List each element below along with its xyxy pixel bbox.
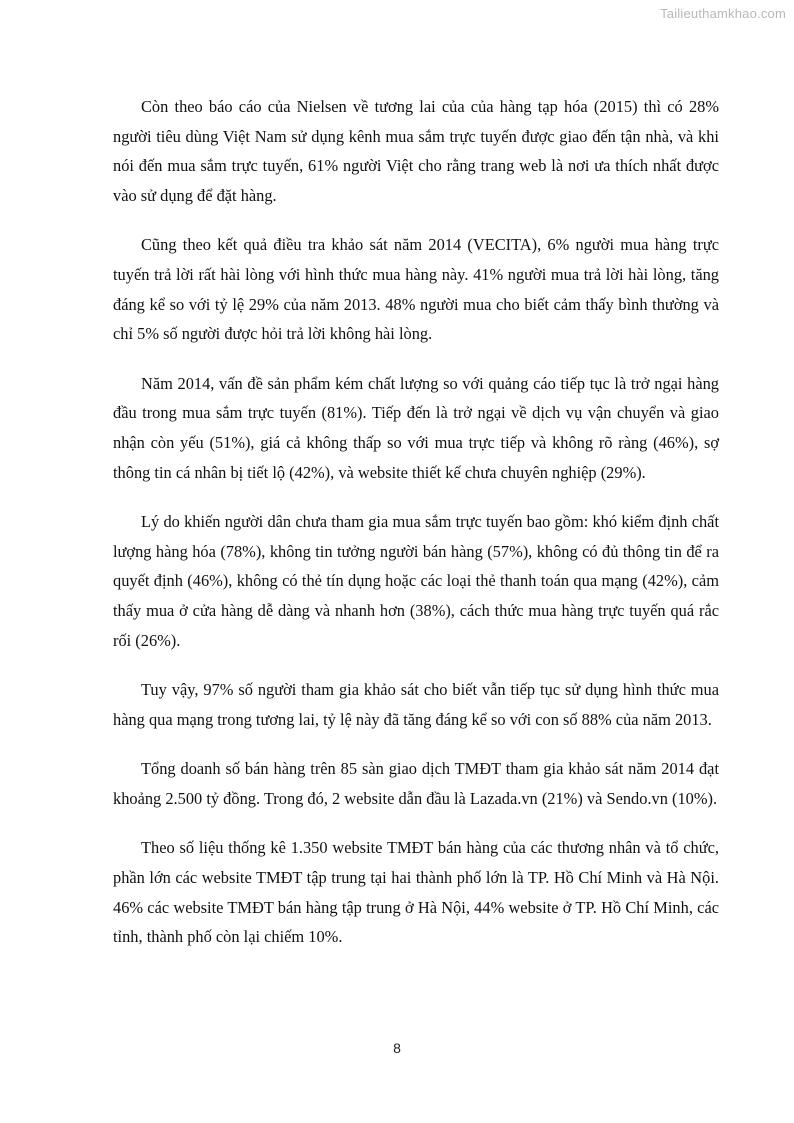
paragraph-total-sales: Tổng doanh số bán hàng trên 85 sàn giao dịch TMĐT tham gia khảo sát năm 2014 đạt khoảng 2.500 tỷ đồng. Trong đó, 2 website dẫn đầu là Lazada.vn (21%) và Sendo.vn (10%).: [113, 759, 719, 808]
document-body: [113, 92, 719, 972]
watermark-text: Tailieuthamkhao.com: [660, 6, 786, 21]
paragraph-continue-usage: Tuy vậy, 97% số người tham gia khảo sát cho biết vẫn tiếp tục sử dụng hình thức mua hàng qua mạng trong tương lai, tỷ lệ này đã tăng đáng kể so với con số 88% của năm 2013.: [113, 680, 719, 729]
paragraph-reasons-not-shopping: Lý do khiến người dân chưa tham gia mua sắm trực tuyến bao gồm: khó kiểm định chất lượng hàng hóa (78%), không tin tưởng người bán hàng (57%), không có đủ thông tin để ra quyết định (46%), không có thẻ tín dụng hoặc các loại thẻ thanh toán qua mạng (42%), cảm thấy mua ở cửa hàng dễ dàng và nhanh hơn (38%), cách thức mua hàng trực tuyến quá rắc rối (26%).: [113, 512, 719, 650]
paragraph-nielsen-report: Còn theo báo cáo của Nielsen về tương lai của của hàng tạp hóa (2015) thì có 28% người tiêu dùng Việt Nam sử dụng kênh mua sắm trực tuyến được giao đến tận nhà, và khi nói đến mua sắm trực tuyến, 61% người Việt cho rằng trang web là nơi ưa thích nhất được vào sử dụng để đặt hàng.: [113, 97, 719, 205]
paragraph-barriers-2014: Năm 2014, vấn đề sản phẩm kém chất lượng so với quảng cáo tiếp tục là trở ngại hàng đầu trong mua sắm trực tuyến (81%). Tiếp đến là trở ngại về dịch vụ vận chuyển và giao nhận còn yếu (51%), giá cả không thấp so với mua trực tiếp và không rõ ràng (46%), sợ thông tin cá nhân bị tiết lộ (42%), và website thiết kế chưa chuyên nghiệp (29%).: [113, 373, 719, 482]
paragraph-vecita-satisfaction: Cũng theo kết quả điều tra khảo sát năm 2014 (VECITA), 6% người mua hàng trực tuyến trả lời rất hài lòng với hình thức mua hàng này. 41% người mua trả lời hài lòng, tăng đáng kể so với tỷ lệ 29% của năm 2013. 48% người mua cho biết cảm thấy bình thường và chỉ 5% số người được hỏi trả lời không hài lòng.: [113, 235, 719, 344]
page-number: 8: [393, 1040, 401, 1056]
paragraph-website-statistics: Theo số liệu thống kê 1.350 website TMĐT bán hàng của các thương nhân và tổ chức, phần lớn các website TMĐT tập trung tại hai thành phố lớn là TP. Hồ Chí Minh và Hà Nội. 46% các website TMĐT bán hàng tập trung ở Hà Nội, 44% website ở TP. Hồ Chí Minh, các tỉnh, thành phố còn lại chiếm 10%.: [113, 838, 719, 947]
